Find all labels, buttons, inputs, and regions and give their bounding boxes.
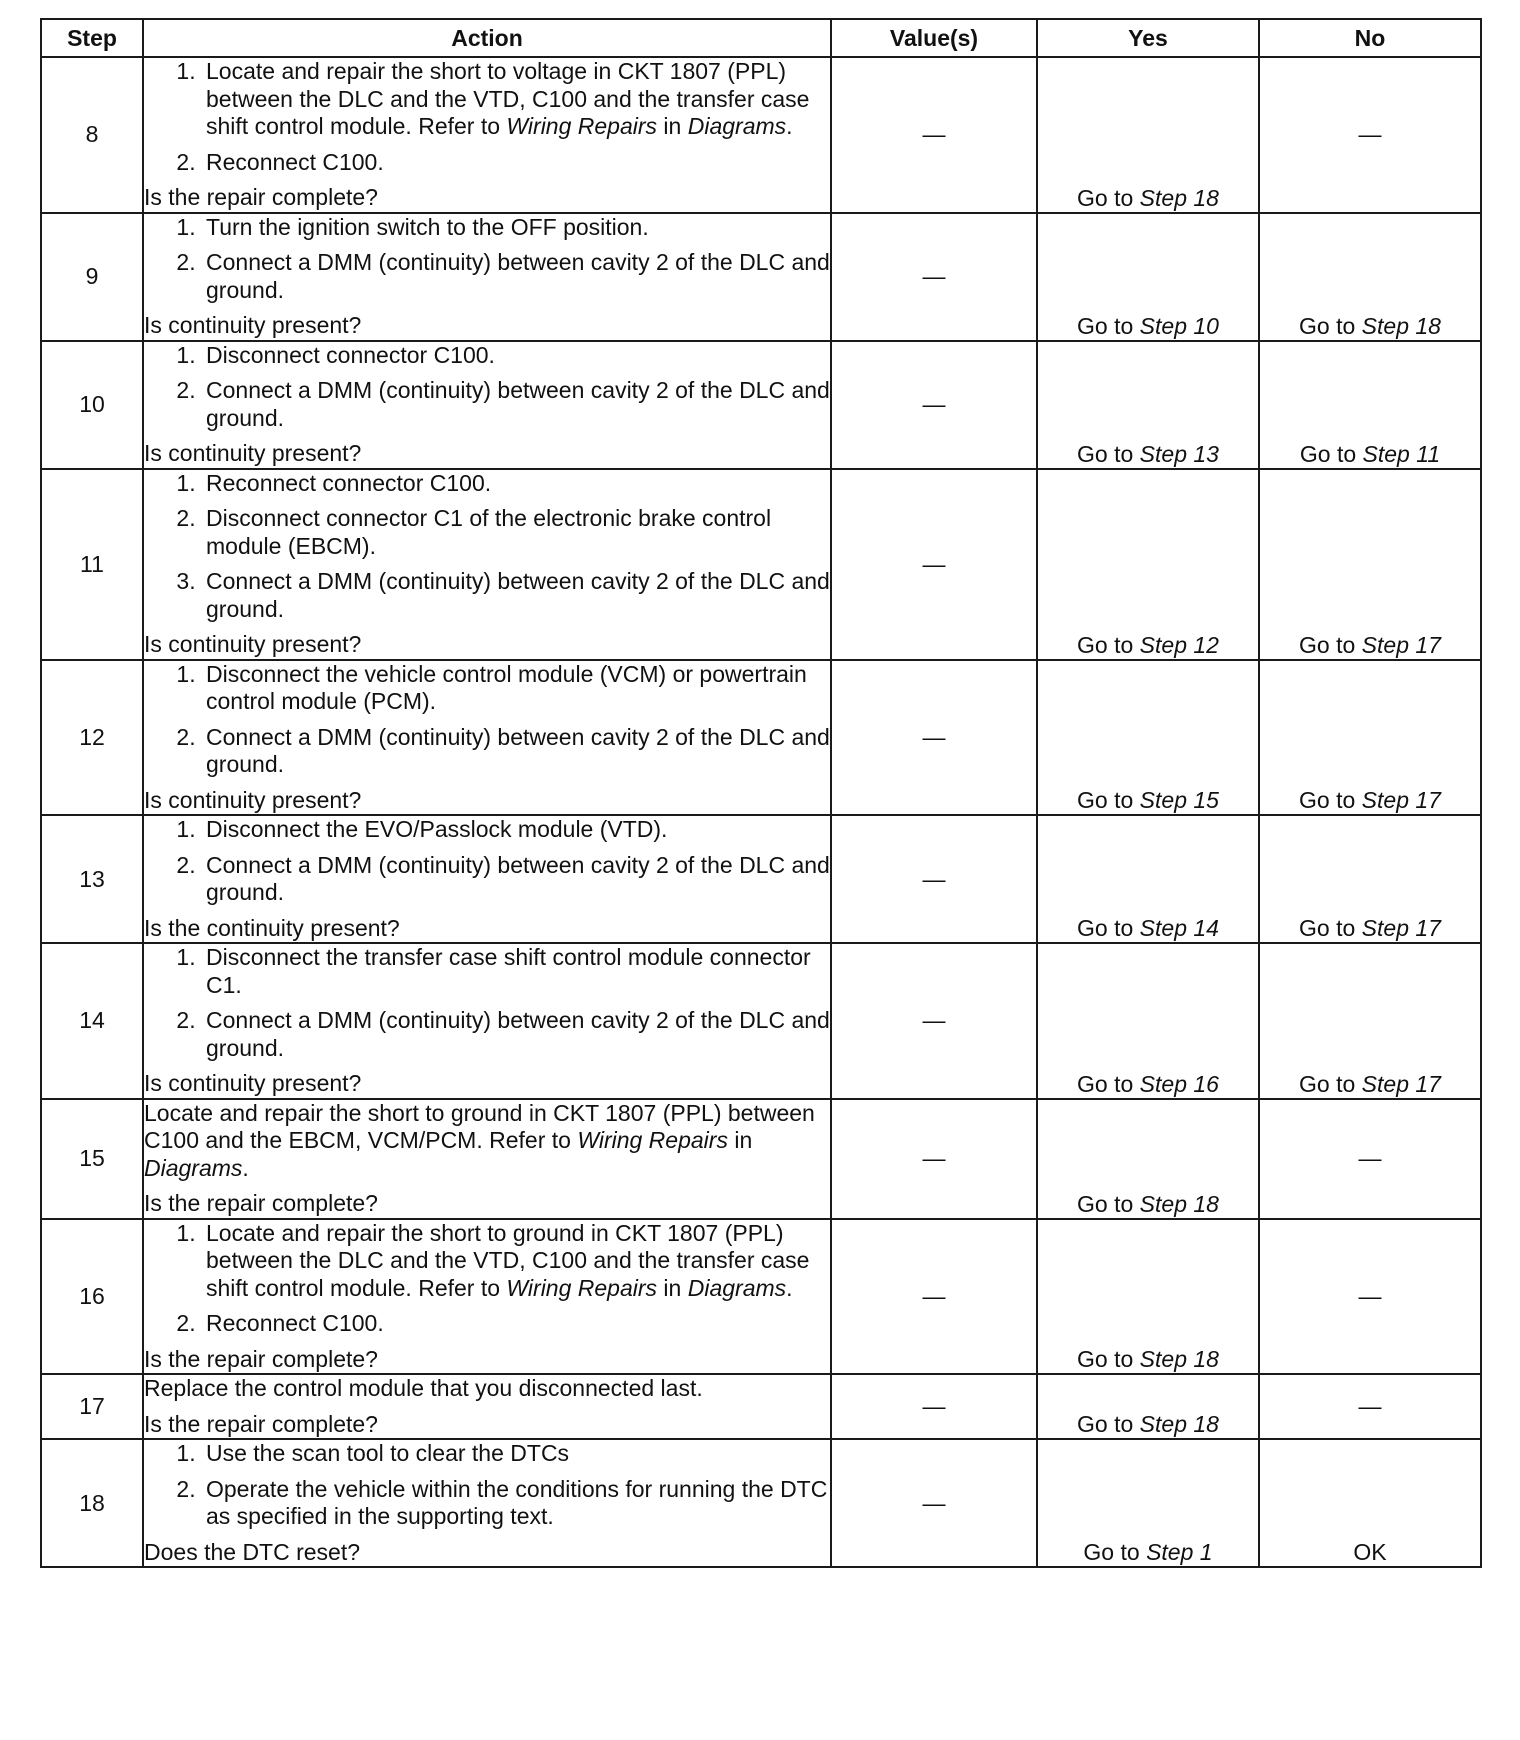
action-question: Is the continuity present? [144,914,400,941]
value-cell: — [831,1099,1037,1219]
action-step [202,1310,830,1338]
action-step [202,1220,830,1303]
goto-step-ref: Step 18 [1139,1346,1219,1372]
value-cell: — [831,943,1037,1099]
goto-prefix: Go to [1299,787,1362,813]
step-number: 9 [41,213,143,341]
step-number: 15 [41,1099,143,1219]
goto-step-ref: Step 13 [1139,440,1219,467]
no-cell [1259,660,1481,816]
text-run: Disconnect connector C100. [206,341,495,368]
no-cell [1259,1439,1481,1567]
table-header [41,19,1481,57]
action-cell [143,1219,831,1375]
table-row [41,1439,1481,1567]
action-step [202,724,830,779]
action-cell [143,469,831,660]
value-cell: — [831,815,1037,943]
goto-prefix: Go to [1077,440,1140,467]
step-number: 17 [41,1374,143,1439]
text-run: Connect a DMM (continuity) between cavity 2 of the DLC and ground. [206,723,830,777]
action-question: Does the DTC reset? [144,1538,361,1565]
action-question: Is continuity present? [144,631,362,657]
value-cell: — [831,469,1037,660]
action-step [202,214,830,242]
goto-step-ref: Step 17 [1361,787,1441,813]
text-run: Connect a DMM (continuity) between cavity 2 of the DLC and ground. [206,568,830,622]
table-row [41,1219,1481,1375]
step-number: 11 [41,469,143,660]
no-cell [1259,1374,1481,1439]
yes-cell [1037,341,1259,469]
value-cell: — [831,1219,1037,1375]
goto-step-ref: Step 12 [1139,631,1219,658]
text-run: Locate and repair the short to ground in CKT 1807 (PPL) between C100 and the EBCM, VCM/PCM. Refer to [144,1099,815,1153]
goto-prefix: Go to [1299,631,1362,658]
diagnostic-table [40,18,1482,1568]
text-run: in [657,1274,688,1301]
action-steps-list [144,944,830,1062]
action-step [202,377,830,432]
action-cell [143,943,831,1099]
action-steps-list [144,470,830,624]
reference-text: Wiring Repairs [577,1127,728,1153]
text-run: in [727,1127,753,1153]
action-steps-list [144,214,830,305]
text-run: Replace the control module that you disconnected last. [144,1375,703,1401]
action-step [202,852,830,907]
goto-prefix: Go to [1083,1539,1147,1565]
action-step [202,816,830,844]
action-cell [143,1099,831,1219]
header-step: Step [41,19,143,57]
text-run: Connect a DMM (continuity) between cavity 2 of the DLC and ground. [206,1007,830,1061]
result-text: — [1358,1282,1382,1309]
text-run: Disconnect connector C1 of the electronic brake control module (EBCM). [206,505,772,559]
no-cell [1259,1099,1481,1219]
header-row [41,19,1481,57]
text-run: Turn the ignition switch to the OFF position. [206,213,649,240]
table-row [41,660,1481,816]
yes-cell [1037,213,1259,341]
goto-step-ref: Step 11 [1362,440,1441,467]
action-step [202,342,830,370]
result-text: — [1358,1393,1382,1419]
reference-text: Diagrams [687,113,787,139]
goto-step-ref: Step 17 [1361,631,1441,658]
text-run: Connect a DMM (continuity) between cavity 2 of the DLC and ground. [206,377,830,431]
reference-text: Diagrams [144,1154,243,1181]
action-question: Is the repair complete? [144,1345,378,1372]
goto-step-ref: Step 17 [1361,1070,1441,1097]
step-number: 14 [41,943,143,1099]
value-cell: — [831,1374,1037,1439]
goto-prefix: Go to [1299,915,1362,941]
text-run: Reconnect C100. [206,1310,384,1336]
value-cell: — [831,213,1037,341]
table-row [41,469,1481,660]
text-run: Reconnect connector C100. [206,469,492,496]
text-run: . [242,1154,249,1181]
step-number: 8 [41,57,143,213]
yes-cell [1037,1099,1259,1219]
action-step [202,1476,830,1531]
yes-cell [1037,660,1259,816]
text-run: Locate and repair the short to ground in CKT 1807 (PPL) between the DLC and the VTD, C100 and the transfer case shift control module. Refer to [206,1219,810,1301]
step-number: 16 [41,1219,143,1375]
goto-step-ref: Step 15 [1139,787,1219,813]
action-question: Is the repair complete? [144,1410,378,1437]
goto-step-ref: Step 18 [1139,1190,1219,1217]
action-step [202,568,830,623]
value-cell: — [831,341,1037,469]
action-cell [143,1374,831,1439]
text-run: . [786,113,793,139]
no-cell [1259,341,1481,469]
action-cell [143,660,831,816]
goto-prefix: Go to [1077,915,1140,941]
result-text: — [1358,1145,1382,1171]
yes-cell [1037,1374,1259,1439]
goto-prefix: Go to [1077,1190,1140,1217]
action-steps-list [144,816,830,907]
table-row [41,815,1481,943]
table-row [41,1099,1481,1219]
goto-prefix: Go to [1299,312,1362,339]
action-paragraph [144,1375,830,1403]
goto-prefix: Go to [1299,1070,1362,1097]
table-row [41,943,1481,1099]
goto-step-ref: Step 18 [1139,1411,1219,1437]
action-question: Is the repair complete? [144,1190,378,1216]
reference-text: Wiring Repairs [506,113,658,139]
yes-cell [1037,469,1259,660]
no-cell [1259,57,1481,213]
action-cell [143,57,831,213]
yes-cell [1037,943,1259,1099]
table-body [41,57,1481,1567]
action-question: Is continuity present? [144,312,362,338]
reference-text: Diagrams [687,1274,787,1301]
goto-step-ref: Step 18 [1139,184,1219,211]
step-number: 18 [41,1439,143,1567]
goto-prefix: Go to [1299,440,1363,467]
goto-step-ref: Step 16 [1139,1070,1219,1097]
action-steps-list [144,342,830,433]
action-steps-list [144,1440,830,1531]
goto-step-ref: Step 18 [1361,312,1441,339]
header-no: No [1259,19,1481,57]
text-run: Connect a DMM (continuity) between cavity 2 of the DLC and ground. [206,249,830,303]
step-number: 12 [41,660,143,816]
header-values: Value(s) [831,19,1037,57]
reference-text: Wiring Repairs [506,1274,658,1301]
action-step [202,661,830,716]
action-steps-list [144,1220,830,1338]
action-question: Is continuity present? [144,440,362,466]
yes-cell [1037,815,1259,943]
yes-cell [1037,1439,1259,1567]
goto-step-ref: Step 14 [1139,915,1219,941]
goto-prefix: Go to [1077,184,1140,211]
action-paragraph [144,1100,830,1183]
goto-step-ref: Step 17 [1361,915,1441,941]
action-steps-list [144,661,830,779]
text-run: Disconnect the EVO/Passlock module (VTD). [206,816,668,842]
result-text: OK [1353,1539,1387,1565]
table-row [41,341,1481,469]
action-step [202,249,830,304]
no-cell [1259,1219,1481,1375]
text-run: Connect a DMM (continuity) between cavity 2 of the DLC and ground. [206,851,830,905]
text-run: Disconnect the vehicle control module (VCM) or powertrain control module (PCM). [206,660,807,714]
action-cell [143,1439,831,1567]
text-run: Use the scan tool to clear the DTCs [206,1440,570,1466]
action-step [202,505,830,560]
action-step [202,944,830,999]
action-step [202,149,830,177]
action-question: Is continuity present? [144,1070,362,1096]
goto-step-ref: Step 1 [1146,1539,1213,1565]
text-run: Operate the vehicle within the conditions for running the DTC as specified in the supporting text. [206,1475,828,1529]
goto-prefix: Go to [1077,1346,1140,1372]
goto-prefix: Go to [1077,1070,1140,1097]
goto-step-ref: Step 10 [1139,312,1219,339]
action-step [202,58,830,141]
goto-prefix: Go to [1077,1411,1140,1437]
step-number: 10 [41,341,143,469]
no-cell [1259,469,1481,660]
yes-cell [1037,1219,1259,1375]
text-run: in [657,113,688,139]
text-run: Disconnect the transfer case shift control module connector C1. [206,944,811,998]
goto-prefix: Go to [1077,312,1140,339]
table-row [41,57,1481,213]
action-cell [143,815,831,943]
no-cell [1259,943,1481,1099]
action-cell [143,341,831,469]
action-step [202,1440,830,1468]
no-cell [1259,213,1481,341]
step-number: 13 [41,815,143,943]
result-text: — [1358,121,1382,148]
value-cell: — [831,57,1037,213]
goto-prefix: Go to [1077,631,1140,658]
header-yes: Yes [1037,19,1259,57]
action-cell [143,213,831,341]
yes-cell [1037,57,1259,213]
action-step [202,1007,830,1062]
text-run: Reconnect C100. [206,148,384,175]
header-action: Action [143,19,831,57]
action-question: Is the repair complete? [144,184,378,210]
table-row [41,213,1481,341]
text-run: Locate and repair the short to voltage in CKT 1807 (PPL) between the DLC and the VTD, C100 and the transfer case shift control module. Refer to [206,58,810,139]
text-run: . [786,1274,793,1301]
value-cell: — [831,1439,1037,1567]
no-cell [1259,815,1481,943]
table-row [41,1374,1481,1439]
value-cell: — [831,660,1037,816]
goto-prefix: Go to [1077,787,1140,813]
action-question: Is continuity present? [144,786,362,813]
action-steps-list [144,58,830,176]
action-step [202,470,830,498]
